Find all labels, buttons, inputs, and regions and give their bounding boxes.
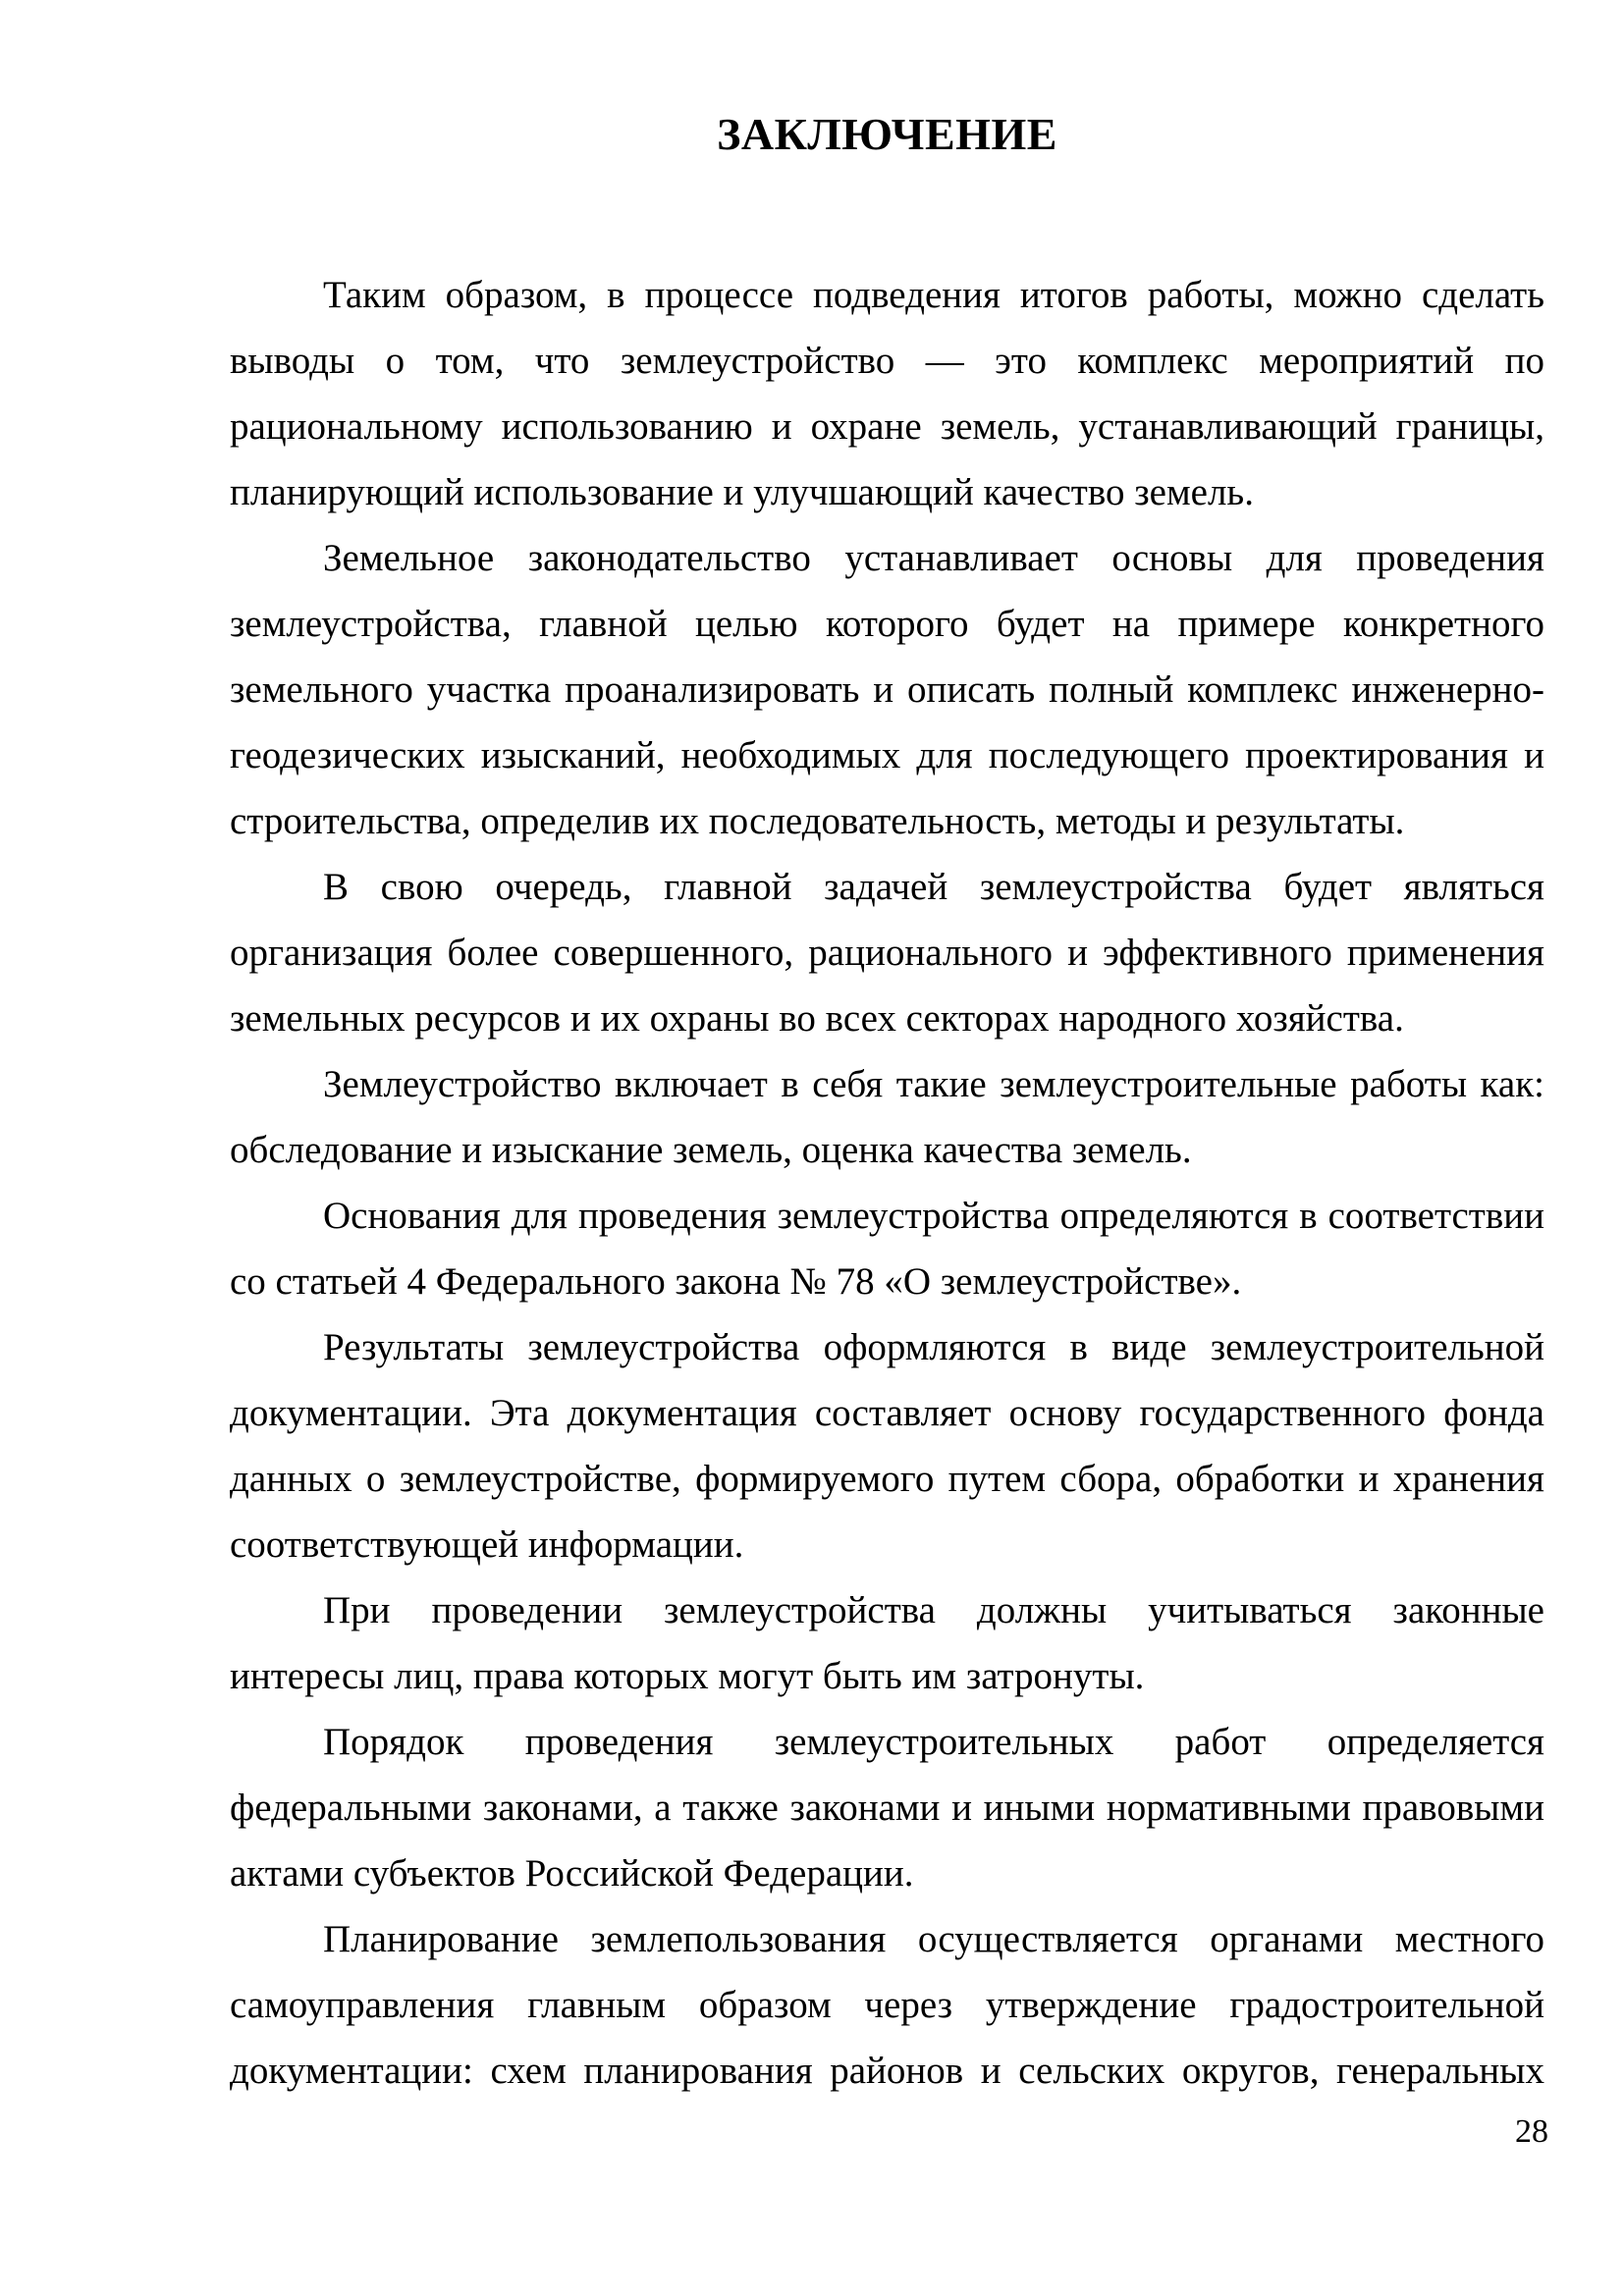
text-line: документации: схем планирования районов и сельских округов, генеральных bbox=[230, 2050, 1544, 2092]
paragraph bbox=[230, 1577, 1544, 1709]
text-line: геодезических изысканий, необходимых для последующего проектирования и bbox=[230, 734, 1544, 776]
document-body bbox=[230, 262, 1544, 2104]
text-line: обследование и изыскание земель, оценка качества земель. bbox=[230, 1129, 1192, 1171]
paragraph bbox=[230, 854, 1544, 1051]
paragraph bbox=[230, 1906, 1544, 2104]
text-line: Земельное законодательство устанавливает основы для проведения bbox=[323, 537, 1544, 579]
text-line: В свою очередь, главной задачей землеустройства будет являться bbox=[323, 866, 1544, 908]
text-line: интересы лиц, права которых могут быть им затронуты. bbox=[230, 1655, 1145, 1697]
text-line: рациональному использованию и охране земель, устанавливающий границы, bbox=[230, 405, 1544, 448]
text-line: выводы о том, что землеустройство — это комплекс мероприятий по bbox=[230, 340, 1544, 382]
text-line: земельных ресурсов и их охраны во всех секторах народного хозяйства. bbox=[230, 997, 1404, 1040]
paragraph bbox=[230, 1314, 1544, 1577]
paragraph bbox=[230, 1051, 1544, 1183]
text-line: планирующий использование и улучшающий качество земель. bbox=[230, 471, 1254, 513]
paragraph bbox=[230, 262, 1544, 525]
paragraph bbox=[230, 1183, 1544, 1314]
text-line: федеральными законами, а также законами и иными нормативными правовыми bbox=[230, 1787, 1544, 1829]
text-line: Землеустройство включает в себя такие землеустроительные работы как: bbox=[323, 1063, 1544, 1105]
text-line: организация более совершенного, рационального и эффективного применения bbox=[230, 932, 1544, 974]
document-title: ЗАКЛЮЧЕНИЕ bbox=[717, 109, 1057, 159]
text-line: строительства, определив их последовательность, методы и результаты. bbox=[230, 800, 1405, 842]
text-line: актами субъектов Российской Федерации. bbox=[230, 1852, 914, 1895]
text-line: данных о землеустройстве, формируемого путем сбора, обработки и хранения bbox=[230, 1458, 1544, 1500]
paragraph bbox=[230, 525, 1544, 854]
page-number: 28 bbox=[1515, 2113, 1548, 2150]
text-line: Таким образом, в процессе подведения итогов работы, можно сделать bbox=[323, 274, 1544, 316]
text-line: со статьей 4 Федерального закона № 78 «О землеустройстве». bbox=[230, 1260, 1242, 1303]
text-line: Основания для проведения землеустройства определяются в соответствии bbox=[323, 1195, 1544, 1237]
text-line: Результаты землеустройства оформляются в виде землеустроительной bbox=[323, 1326, 1544, 1368]
paragraph bbox=[230, 1709, 1544, 1906]
text-line: Порядок проведения землеустроительных работ определяется bbox=[323, 1721, 1544, 1763]
text-line: соответствующей информации. bbox=[230, 1523, 744, 1566]
text-line: землеустройства, главной целью которого будет на примере конкретного bbox=[230, 603, 1544, 645]
text-line: Планирование землепользования осуществляется органами местного bbox=[323, 1918, 1544, 1960]
text-line: документации. Эта документация составляет основу государственного фонда bbox=[230, 1392, 1544, 1434]
text-line: земельного участка проанализировать и описать полный комплекс инженерно- bbox=[230, 668, 1544, 711]
text-line: При проведении землеустройства должны учитываться законные bbox=[323, 1589, 1544, 1631]
text-line: самоуправления главным образом через утверждение градостроительной bbox=[230, 1984, 1544, 2026]
